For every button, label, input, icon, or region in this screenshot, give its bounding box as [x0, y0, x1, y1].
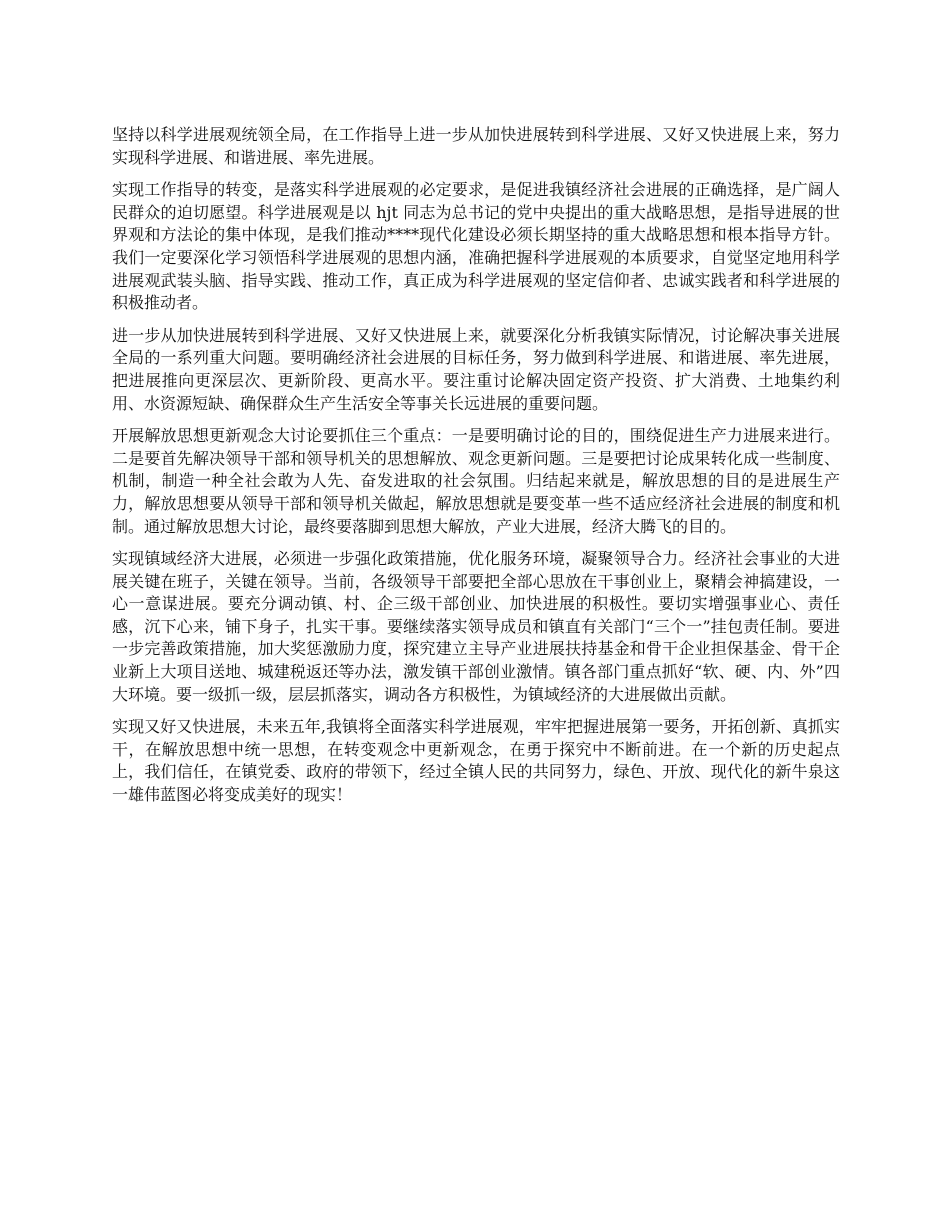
paragraph-3: 进一步从加快进展转到科学进展、又好又快进展上来，就要深化分析我镇实际情况，讨论解决事关进展全局的一系列重大问题。要明确经济社会进展的目标任务，努力做到科学进展、和谐进展、率先进展，把进展推向更深层次、更新阶段、更高水平。要注重讨论解决固定资产投资、扩大消费、土地集约利用、水资源短缺、确保群众生产生活安全等事关长远进展的重要问题。	[112, 325, 840, 413]
paragraph-6: 实现又好又快进展，未来五年,我镇将全面落实科学进展观，牢牢把握进展第一要务，开拓创新、真抓实干，在解放思想中统一思想，在转变观念中更新观念，在勇于探究中不断前进。在一个新的历史起点上，我们信任，在镇党委、政府的带领下，经过全镇人民的共同努力，绿色、开放、现代化的新牛泉这一雄伟蓝图必将变成美好的现实！	[112, 717, 840, 805]
paragraph-1: 坚持以科学进展观统领全局，在工作指导上进一步从加快进展转到科学进展、又好又快进展上来，努力实现科学进展、和谐进展、率先进展。	[112, 125, 840, 167]
paragraph-4: 开展解放思想更新观念大讨论要抓住三个重点：一是要明确讨论的目的，围绕促进生产力进展来进行。二是要首先解决领导干部和领导机关的思想解放、观念更新问题。三是要把讨论成果转化成一些制度、机制，制造一种全社会敢为人先、奋发进取的社会氛围。归结起来就是，解放思想的目的是进展生产力，解放思想要从领导干部和领导机关做起，解放思想就是要变革一些不适应经济社会进展的制度和机制。通过解放思想大讨论，最终要落脚到思想大解放，产业大进展，经济大腾飞的目的。	[112, 426, 840, 536]
paragraph-2: 实现工作指导的转变，是落实科学进展观的必定要求，是促进我镇经济社会进展的正确选择，是广阔人民群众的迫切愿望。科学进展观是以 hjt 同志为总书记的党中央提出的重大战略思想，是指导进展的世界观和方法论的集中体现，是我们推动****现代化建设必须长期坚持的重大战略思想和根本指导方针。我们一定要深化学习领悟科学进展观的思想内涵，准确把握科学进展观的本质要求，自觉坚定地用科学进展观武装头脑、指导实践、推动工作，真正成为科学进展观的坚定信仰者、忠诚实践者和科学进展的积极推动者。	[112, 180, 840, 313]
paragraph-5: 实现镇域经济大进展，必须进一步强化政策措施，优化服务环境，凝聚领导合力。经济社会事业的大进展关键在班子，关键在领导。当前，各级领导干部要把全部心思放在干事创业上，聚精会神搞建设，一心一意谋进展。要充分调动镇、村、企三级干部创业、加快进展的积极性。要切实增强事业心、责任感，沉下心来，铺下身子，扎实干事。要继续落实领导成员和镇直有关部门“三个一”挂包责任制。要进一步完善政策措施，加大奖惩激励力度，探究建立主导产业进展扶持基金和骨干企业担保基金、骨干企业新上大项目送地、城建税返还等办法，激发镇干部创业激情。镇各部门重点抓好“软、硬、内、外”四大环境。要一级抓一级，层层抓落实，调动各方积极性，为镇域经济的大进展做出贡献。	[112, 549, 840, 704]
document-body	[112, 124, 840, 817]
